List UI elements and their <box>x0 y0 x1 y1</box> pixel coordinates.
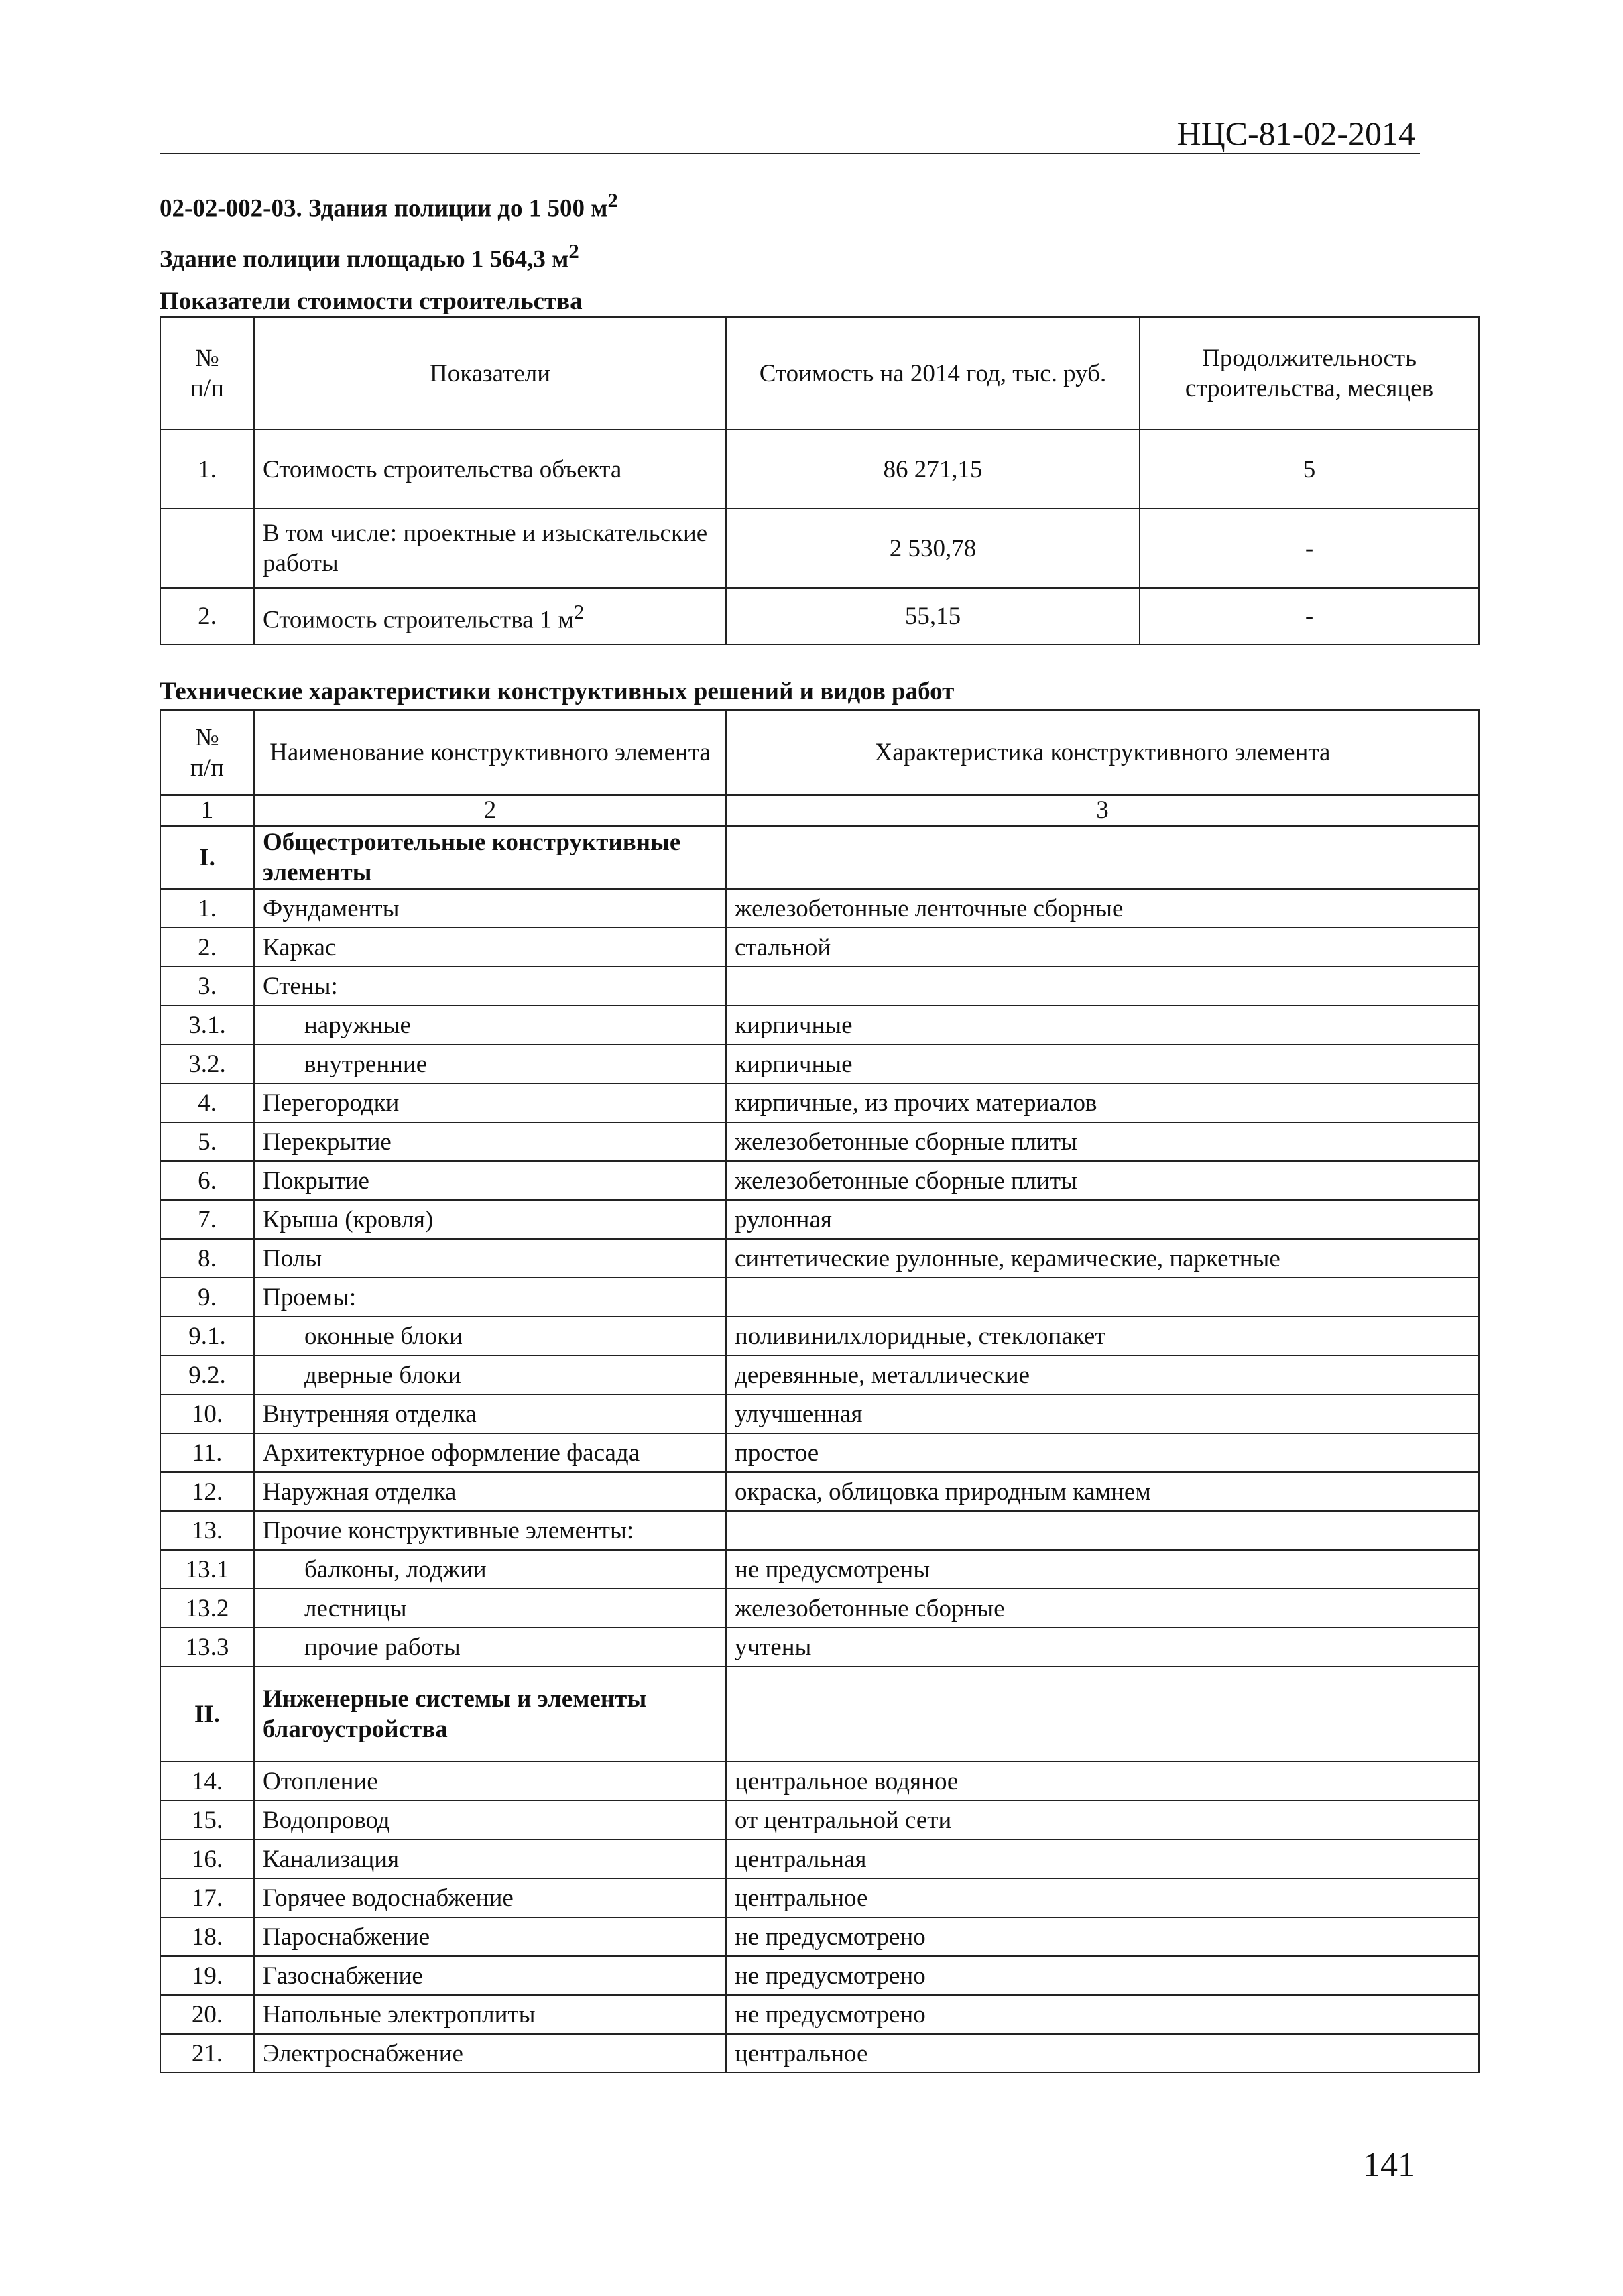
row-number: 12. <box>160 1472 254 1511</box>
table-row <box>160 1628 1479 1667</box>
element-characteristic: поливинилхлоридные, стеклопакет <box>726 1317 1479 1355</box>
table-row <box>160 1083 1479 1122</box>
element-name: внутренние <box>254 1044 726 1083</box>
element-characteristic: простое <box>726 1433 1479 1472</box>
row-number: II. <box>160 1667 254 1762</box>
section-row <box>160 826 1479 889</box>
element-characteristic: не предусмотрено <box>726 1956 1479 1995</box>
table-row <box>160 1839 1479 1878</box>
row-number: 14. <box>160 1762 254 1801</box>
element-characteristic: не предусмотрено <box>726 1995 1479 2034</box>
element-characteristic: центральное <box>726 1878 1479 1917</box>
row-cost: 86 271,15 <box>726 430 1140 509</box>
row-number: 1. <box>160 430 254 509</box>
element-characteristic: рулонная <box>726 1200 1479 1239</box>
row-number: 8. <box>160 1239 254 1278</box>
table-row <box>160 967 1479 1006</box>
column-number-row <box>160 795 1479 826</box>
header-indicators: Показатели <box>254 317 726 430</box>
element-characteristic: железобетонные ленточные сборные <box>726 889 1479 928</box>
row-number: 17. <box>160 1878 254 1917</box>
element-characteristic: кирпичные <box>726 1044 1479 1083</box>
element-name: Отопление <box>254 1762 726 1801</box>
row-duration: 5 <box>1140 430 1479 509</box>
row-number: 20. <box>160 1995 254 2034</box>
table-row <box>160 1200 1479 1239</box>
element-name: Перекрытие <box>254 1122 726 1161</box>
table-row <box>160 928 1479 967</box>
row-cost: 55,15 <box>726 588 1140 644</box>
element-name: Газоснабжение <box>254 1956 726 1995</box>
element-characteristic: синтетические рулонные, керамические, паркетные <box>726 1239 1479 1278</box>
row-number: 16. <box>160 1839 254 1878</box>
table-row <box>160 1917 1479 1956</box>
table-row <box>160 1239 1479 1278</box>
row-number: 13.2 <box>160 1589 254 1628</box>
header-number: № п/п <box>160 710 254 795</box>
row-duration: - <box>1140 509 1479 588</box>
element-name: Покрытие <box>254 1161 726 1200</box>
row-number: 1. <box>160 889 254 928</box>
element-name: Инженерные системы и элементы благоустройства <box>254 1667 726 1762</box>
element-characteristic: учтены <box>726 1628 1479 1667</box>
element-name: прочие работы <box>254 1628 726 1667</box>
element-characteristic: не предусмотрено <box>726 1917 1479 1956</box>
table-row <box>160 1161 1479 1200</box>
cost-indicators-heading: Показатели стоимости строительства <box>160 288 583 315</box>
cost-table-header <box>160 317 1479 430</box>
row-number: 9. <box>160 1278 254 1317</box>
table-row <box>160 1956 1479 1995</box>
section-row <box>160 1667 1479 1762</box>
technical-characteristics-table <box>160 709 1480 2073</box>
row-number: 18. <box>160 1917 254 1956</box>
element-characteristic: центральное <box>726 2034 1479 2073</box>
table-row <box>160 1762 1479 1801</box>
column-number: 1 <box>160 795 254 826</box>
table-row <box>160 1317 1479 1355</box>
element-characteristic: не предусмотрены <box>726 1550 1479 1589</box>
element-characteristic <box>726 1278 1479 1317</box>
table-row <box>160 1801 1479 1839</box>
cost-row <box>160 588 1479 644</box>
element-name: Напольные электроплиты <box>254 1995 726 2034</box>
element-name: Стены: <box>254 967 726 1006</box>
row-number: 3.2. <box>160 1044 254 1083</box>
element-name: оконные блоки <box>254 1317 726 1355</box>
element-characteristic: кирпичные <box>726 1006 1479 1044</box>
row-number: 11. <box>160 1433 254 1472</box>
element-name: Проемы: <box>254 1278 726 1317</box>
element-characteristic: улучшенная <box>726 1394 1479 1433</box>
table-row <box>160 1995 1479 2034</box>
cost-row <box>160 430 1479 509</box>
element-name: дверные блоки <box>254 1355 726 1394</box>
element-name: наружные <box>254 1006 726 1044</box>
table-row <box>160 2034 1479 2073</box>
table-row <box>160 1878 1479 1917</box>
cost-indicators-table <box>160 316 1480 645</box>
row-number: 13.3 <box>160 1628 254 1667</box>
table-row <box>160 1550 1479 1589</box>
row-number: 2. <box>160 588 254 644</box>
row-number: 5. <box>160 1122 254 1161</box>
element-characteristic: окраска, облицовка природным камнем <box>726 1472 1479 1511</box>
header-cost: Стоимость на 2014 год, тыс. руб. <box>726 317 1140 430</box>
table-row <box>160 889 1479 928</box>
table-row <box>160 1355 1479 1394</box>
row-number: 4. <box>160 1083 254 1122</box>
cost-row <box>160 509 1479 588</box>
element-characteristic <box>726 1511 1479 1550</box>
header-element-name: Наименование конструктивного элемента <box>254 710 726 795</box>
element-characteristic: железобетонные сборные плиты <box>726 1122 1479 1161</box>
element-characteristic: от центральной сети <box>726 1801 1479 1839</box>
header-element-characteristic: Характеристика конструктивного элемента <box>726 710 1479 795</box>
row-number: 13.1 <box>160 1550 254 1589</box>
row-number: 9.2. <box>160 1355 254 1394</box>
column-number: 3 <box>726 795 1479 826</box>
element-characteristic: центральное водяное <box>726 1762 1479 1801</box>
row-number: 15. <box>160 1801 254 1839</box>
building-subtitle: Здание полиции площадью 1 564,3 $м^2$ <box>160 240 579 274</box>
element-characteristic: железобетонные сборные <box>726 1589 1479 1628</box>
row-number: 3. <box>160 967 254 1006</box>
element-name: балконы, лоджии <box>254 1550 726 1589</box>
page-number: 141 <box>1363 2146 1415 2184</box>
element-name: Наружная отделка <box>254 1472 726 1511</box>
element-name: Фундаменты <box>254 889 726 928</box>
element-name: Архитектурное оформление фасада <box>254 1433 726 1472</box>
row-duration: - <box>1140 588 1479 644</box>
row-name: Стоимость строительства объекта <box>254 430 726 509</box>
row-number: 13. <box>160 1511 254 1550</box>
element-characteristic <box>726 1667 1479 1762</box>
row-number: 10. <box>160 1394 254 1433</box>
element-name: Канализация <box>254 1839 726 1878</box>
header-rule <box>160 153 1420 154</box>
row-number <box>160 509 254 588</box>
table-row <box>160 1433 1479 1472</box>
element-name: Каркас <box>254 928 726 967</box>
row-number: 9.1. <box>160 1317 254 1355</box>
element-name: Горячее водоснабжение <box>254 1878 726 1917</box>
element-characteristic: деревянные, металлические <box>726 1355 1479 1394</box>
document-code: НЦС-81-02-2014 <box>1177 115 1415 152</box>
table-row <box>160 1278 1479 1317</box>
element-name: Перегородки <box>254 1083 726 1122</box>
element-name: Электроснабжение <box>254 2034 726 2073</box>
row-number: 19. <box>160 1956 254 1995</box>
spec-table-body <box>160 826 1479 2073</box>
table-row <box>160 1394 1479 1433</box>
table-row <box>160 1472 1479 1511</box>
row-cost: 2 530,78 <box>726 509 1140 588</box>
table-row <box>160 1006 1479 1044</box>
header-number: № п/п <box>160 317 254 430</box>
element-characteristic: центральная <box>726 1839 1479 1878</box>
spec-table-header <box>160 710 1479 795</box>
element-name: Внутренняя отделка <box>254 1394 726 1433</box>
table-row <box>160 1511 1479 1550</box>
element-name: Крыша (кровля) <box>254 1200 726 1239</box>
table-row <box>160 1044 1479 1083</box>
row-number: 21. <box>160 2034 254 2073</box>
row-name: Стоимость строительства 1 $м^2$ <box>254 588 726 644</box>
document-title: 02-02-002-03. Здания полиции до 1 500 $м^2$ <box>160 189 618 223</box>
row-number: 6. <box>160 1161 254 1200</box>
element-name: Водопровод <box>254 1801 726 1839</box>
row-number: I. <box>160 826 254 889</box>
table-row <box>160 1589 1479 1628</box>
element-name: Полы <box>254 1239 726 1278</box>
element-name: лестницы <box>254 1589 726 1628</box>
element-characteristic: железобетонные сборные плиты <box>726 1161 1479 1200</box>
element-name: Общестроительные конструктивные элементы <box>254 826 726 889</box>
element-characteristic <box>726 967 1479 1006</box>
element-name: Прочие конструктивные элементы: <box>254 1511 726 1550</box>
technical-characteristics-heading: Технические характеристики конструктивных решений и видов работ <box>160 678 955 705</box>
row-number: 7. <box>160 1200 254 1239</box>
element-name: Пароснабжение <box>254 1917 726 1956</box>
row-number: 3.1. <box>160 1006 254 1044</box>
element-characteristic: кирпичные, из прочих материалов <box>726 1083 1479 1122</box>
row-number: 2. <box>160 928 254 967</box>
header-duration: Продолжительность строительства, месяцев <box>1140 317 1479 430</box>
row-name: В том числе: проектные и изыскательские работы <box>254 509 726 588</box>
table-row <box>160 1122 1479 1161</box>
element-characteristic: стальной <box>726 928 1479 967</box>
element-characteristic <box>726 826 1479 889</box>
column-number: 2 <box>254 795 726 826</box>
